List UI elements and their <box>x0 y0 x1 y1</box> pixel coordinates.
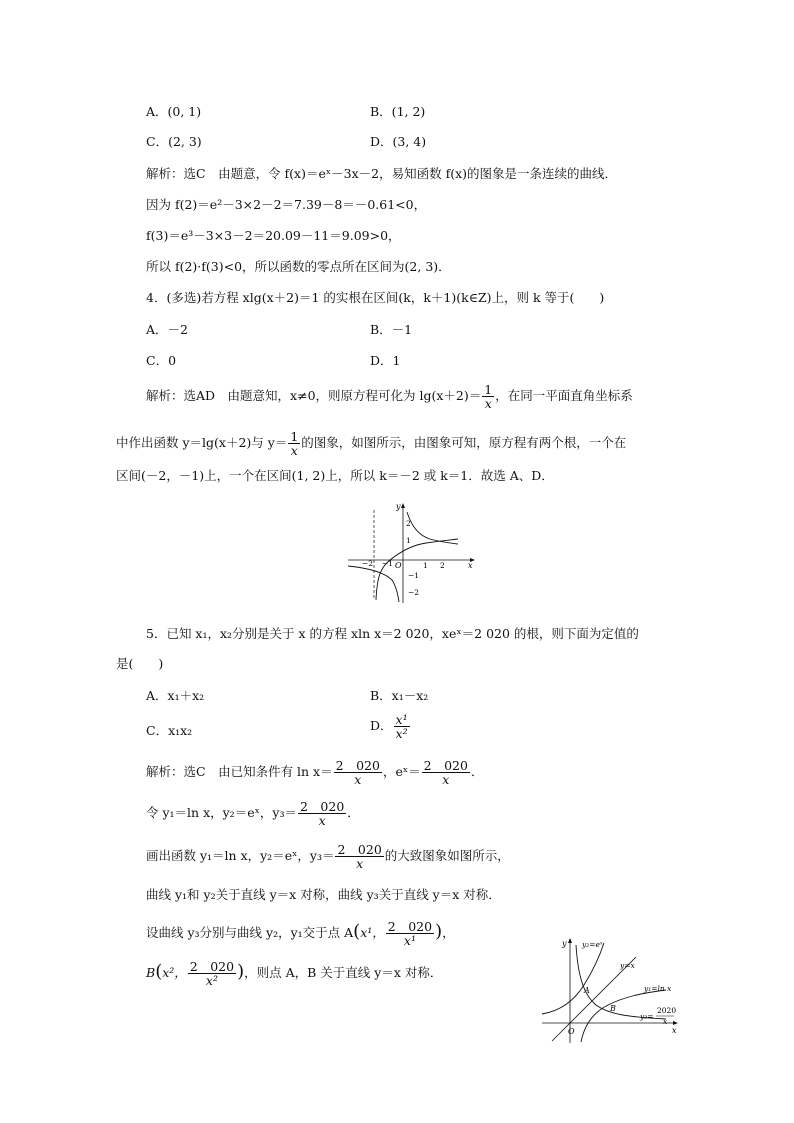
q5-sol3-frac-den: x <box>356 856 364 871</box>
q5-sol1-text-c: ． <box>470 764 484 779</box>
q4-sol1-frac-num: 1 <box>484 382 493 397</box>
q4-xtick-neg2: −2 <box>362 559 374 568</box>
q5-label-y3-prefix: y₃= <box>640 1012 654 1021</box>
q4-option-b: B．－1 <box>370 322 413 337</box>
q5-sol6-paren-close: ) <box>237 961 245 982</box>
q4-xtick-2: 2 <box>440 561 445 570</box>
q5-sol5-point-x: x¹， <box>360 925 385 940</box>
q5-sol6-frac-den: x² <box>205 973 218 988</box>
q5-solution-line-3 <box>146 843 510 870</box>
q4-sol2-text-b: 的图象，如图所示，由图象可知，原方程有两个根，一个在 <box>301 435 627 450</box>
q4-option-c: C．0 <box>146 353 177 368</box>
q4-ytick-neg2: −2 <box>408 588 420 597</box>
q5-sol5-frac-num: 2 020 <box>387 919 433 934</box>
q3-option-a: A．(0, 1) <box>146 104 202 119</box>
q3-solution-line-3: f(3)＝e³－3×3－2＝20.09－11＝9.09>0， <box>146 228 401 243</box>
q5-option-a: A．x₁＋x₂ <box>146 688 205 703</box>
q5-option-d-fraction <box>394 713 410 740</box>
q5-sol5-paren-close: ) <box>435 921 443 942</box>
q5-curve-y3-reciprocal <box>576 945 666 1019</box>
q4-x-label: x <box>468 561 473 570</box>
q5-solution-line-1 <box>146 759 483 786</box>
q5-sol1-fraction-1 <box>334 759 382 786</box>
q3-option-b: B．(1, 2) <box>370 104 426 119</box>
q4-y-arrow-icon <box>401 503 405 508</box>
q5-option-d-prefix: D． <box>370 718 393 733</box>
q4-sol2-fraction <box>288 430 300 457</box>
q5-stem-line-1: 5．已知 x₁，x₂分别是关于 x 的方程 xln x＝2 020，xeˣ＝2 020 的根，则下面为定值的 <box>146 626 639 641</box>
q5-sol6-frac-num: 2 020 <box>189 959 235 974</box>
q5-sol6-point-x: x²， <box>162 965 187 980</box>
q5-sol1-frac1-num: 2 020 <box>335 758 380 773</box>
q4-sol2-frac-den: x <box>290 443 298 458</box>
q4-option-d: D．1 <box>370 353 401 368</box>
q5-sol3-frac-num: 2 020 <box>337 842 382 857</box>
q5-sol6-fraction <box>188 960 236 987</box>
q3-solution-line-4: 所以 f(2)·f(3)<0，所以函数的零点所在区间为(2, 3)． <box>146 259 451 274</box>
q4-stem: 4．(多选)若方程 xlg(x＋2)＝1 的实根在区间(k，k＋1)(k∈Z)上，则 k 等于( ) <box>146 290 605 305</box>
q5-sol1-fraction-2 <box>422 759 470 786</box>
q5-origin-label: O <box>568 1027 575 1036</box>
q5-graph <box>540 935 690 1045</box>
q5-sol3-text-a: 画出函数 y₁＝ln x，y₂＝eˣ，y₃＝ <box>146 848 335 863</box>
q4-graph <box>340 500 480 605</box>
q4-solution-line-3: 区间(－2，－1)上，一个在区间(1, 2)上，所以 k＝－2 或 k＝1．故选 A、D． <box>116 468 554 483</box>
q5-solution-line-6 <box>146 960 442 987</box>
q4-origin-label: O <box>395 561 402 570</box>
q5-solution-line-5 <box>146 920 455 947</box>
q4-curve-reciprocal-right <box>407 512 458 544</box>
q5-option-c: C．x₁x₂ <box>146 723 193 738</box>
q5-solution-line-4: 曲线 y₁和 y₂关于直线 y＝x 对称，曲线 y₃关于直线 y＝x 对称． <box>146 887 501 902</box>
q4-ytick-1: 1 <box>406 536 411 545</box>
q5-label-y2: y₂=eˣ <box>582 940 603 949</box>
q5-point-b-label: B <box>610 1004 616 1013</box>
q5-y-arrow-icon <box>568 938 572 943</box>
q5-label-y3-den: x <box>663 1017 668 1026</box>
q4-solution-line-2 <box>116 430 626 457</box>
q5-sol6-text-b: ，则点 A，B 关于直线 y＝x 对称． <box>244 965 443 980</box>
q5-x-label: x <box>672 1026 677 1035</box>
q5-sol5-text-b: ， <box>442 925 455 940</box>
q4-solution-line-1 <box>146 383 633 410</box>
q5-sol6-paren-open: ( <box>155 961 163 982</box>
q5-sol2-text-a: 令 y₁＝ln x，y₂＝eˣ，y₃＝ <box>146 805 297 820</box>
q5-sol5-fraction <box>386 920 434 947</box>
q5-sol5-paren-open: ( <box>353 921 361 942</box>
q5-sol1-text-a: 解析：选C 由已知条件有 ln x＝ <box>146 764 333 779</box>
q5-label-y1: y₁=ln x <box>644 984 672 993</box>
q4-sol2-text-a: 中作出函数 y＝lg(x＋2)与 y＝ <box>116 435 288 450</box>
q5-y-label: y <box>562 939 567 948</box>
q4-ytick-neg1: −1 <box>408 571 420 580</box>
q5-sol1-frac2-den: x <box>442 772 450 787</box>
q4-sol1-text-b: ，在同一平面直角坐标系 <box>495 388 633 403</box>
q5-option-d <box>370 713 411 740</box>
q4-xtick-neg1: −1 <box>382 559 394 568</box>
q4-xtick-1: 1 <box>423 561 428 570</box>
q5-sol2-fraction <box>298 800 346 827</box>
q4-ytick-2: 2 <box>406 519 411 528</box>
q4-sol2-frac-num: 1 <box>290 429 299 444</box>
q5-sol1-frac2-num: 2 020 <box>423 758 468 773</box>
q5-sol2-frac-num: 2 020 <box>299 799 345 814</box>
q4-sol1-fraction <box>482 383 494 410</box>
q5-sol5-text-a: 设曲线 y₃分别与曲线 y₂，y₁交于点 A <box>146 925 354 940</box>
q5-sol3-text-b: 的大致图象如图所示， <box>384 848 510 863</box>
q5-option-d-num: x¹ <box>395 712 408 727</box>
q5-option-d-den: x² <box>395 726 408 741</box>
q5-sol1-text-b: ，eˣ＝ <box>382 764 421 779</box>
q5-sol1-frac1-den: x <box>354 772 362 787</box>
q5-label-y-equals-x: y=x <box>620 961 635 970</box>
q5-solution-line-2 <box>146 800 360 827</box>
q4-sol1-frac-den: x <box>484 396 492 411</box>
q3-solution-line-1: 解析：选C 由题意，令 f(x)＝eˣ－3x－2，易知函数 f(x)的图象是一条连续的曲线． <box>146 166 618 181</box>
q5-x-arrow-icon <box>673 1021 678 1025</box>
q3-option-d: D．(3, 4) <box>370 134 427 149</box>
q3-option-c: C．(2, 3) <box>146 134 202 149</box>
q3-solution-line-2: 因为 f(2)＝e²－3×2－2＝7.39－8＝－0.61<0， <box>146 197 427 212</box>
q5-point-a-label: A <box>584 986 590 995</box>
q5-sol5-frac-den: x¹ <box>403 933 416 948</box>
q5-stem-line-2: 是( ) <box>116 656 164 671</box>
q5-sol6-point-b: B <box>146 965 156 980</box>
q5-sol2-text-b: ． <box>347 805 360 820</box>
q4-option-a: A．－2 <box>146 322 188 337</box>
q4-sol1-text-a: 解析：选AD 由题意知，x≠0，则原方程可化为 lg(x＋2)＝ <box>146 388 482 403</box>
q4-y-label: y <box>396 502 401 511</box>
q5-label-y3-num: 2020 <box>657 1006 677 1015</box>
q5-sol3-fraction <box>335 843 383 870</box>
q5-option-b: B．x₁－x₂ <box>370 688 429 703</box>
q4-curve-reciprocal-left <box>348 566 399 602</box>
q5-sol2-frac-den: x <box>318 813 326 828</box>
